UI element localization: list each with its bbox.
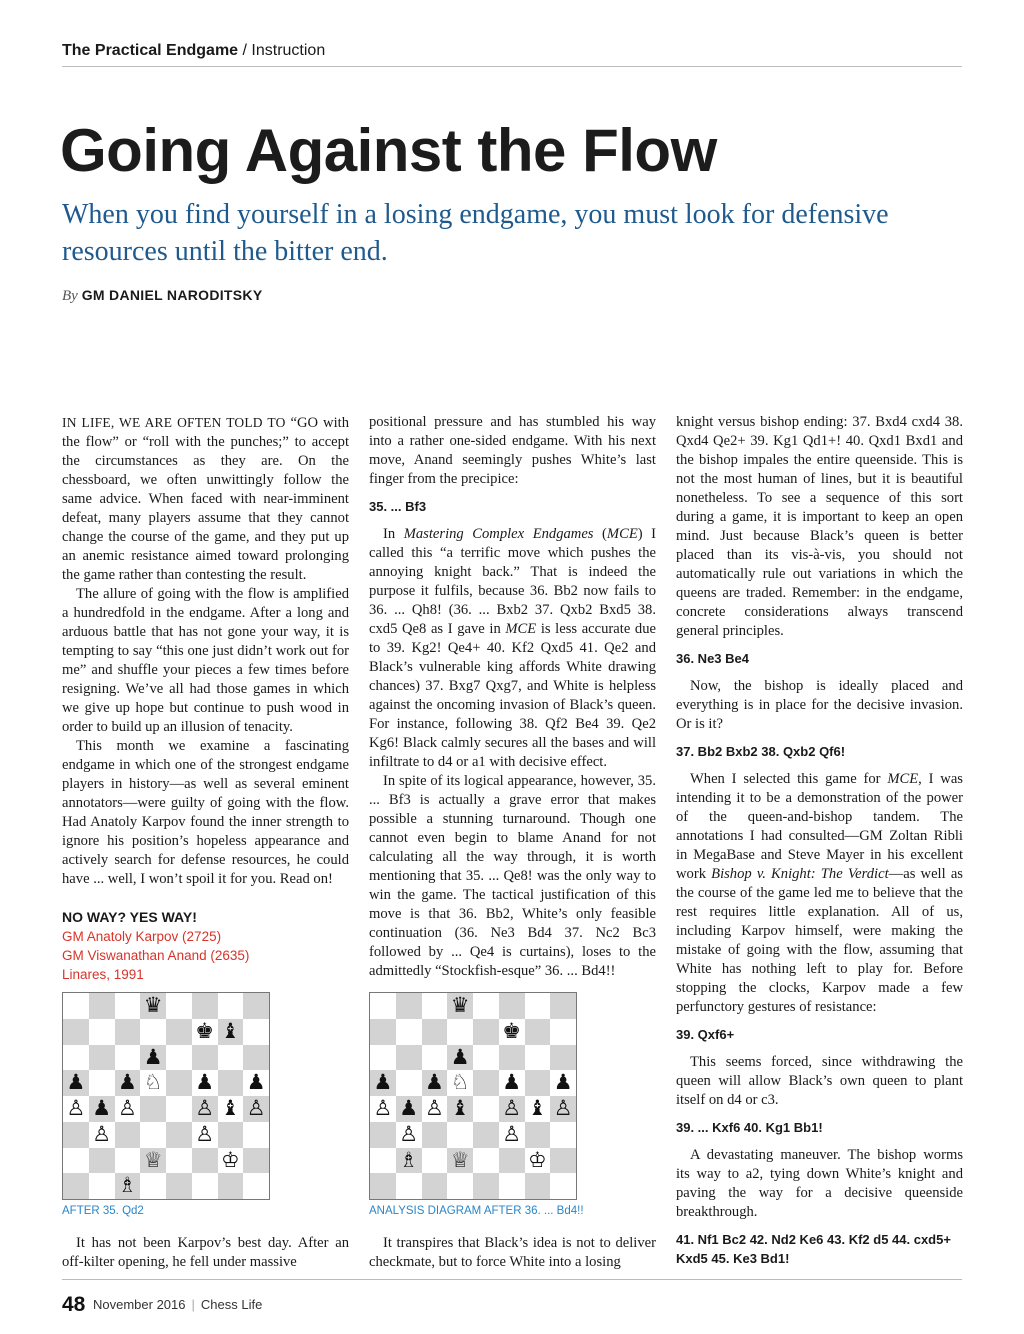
header-rule [62,66,962,67]
board-square [243,1173,269,1199]
board-square [473,1045,499,1071]
chess-piece-d2: ♕ [450,1147,470,1172]
chess-piece-b4: ♟ [399,1096,419,1120]
chess-piece-f3: ♙ [502,1121,522,1146]
board-square [115,1019,141,1045]
board-square [422,993,448,1019]
paragraph [62,413,349,585]
board-square [192,1148,218,1174]
section-sub: Instruction [251,42,326,59]
chess-piece-g4: ♝ [527,1096,547,1120]
board-square [550,1122,576,1148]
board-square [473,993,499,1019]
running-header [62,42,962,60]
board-square [396,993,422,1019]
black-player: GM Viswanathan Anand (2635) [62,948,250,963]
board-square [243,1122,269,1148]
footer-rule [62,1279,962,1280]
move-heading: 39. ... Kxf6 40. Kg1 Bb1! [676,1120,823,1135]
move-heading: 37. Bb2 Bxb2 38. Qxb2 Qf6! [676,744,846,759]
byline-author: GM DANIEL NARODITSKY [81,287,263,303]
paragraph: Now, the bishop is ideally placed and everything is in place for the decisive invasion. Or is it? [676,678,963,732]
byline-by: By [62,288,78,304]
board-square [218,1045,244,1071]
chess-diagram-2 [369,992,577,1200]
board-square [243,993,269,1019]
book-abbrev: MCE [606,526,638,542]
column-3 [676,413,963,1277]
paragraph: knight versus bishop ending: 37. Bxd4 cxd4 38. Qxd4 Qe2+ 39. Kg1 Qd1+! 40. Qxd1 Bxd1 and the bishop impales the entire queenside. This is not the most human of lines, but it is beautiful nonetheless. To see a sequence of this sort during a game, it is important to keep an open mind. Just because Black’s queen is better placed than its vis-à-vis, you should not automatically rule out variations in which the queens are traded. Remember: in the endgame, concrete considerations always transcend general principles. [676,414,963,639]
board-square [422,1122,448,1148]
chess-piece-g4: ♝ [220,1096,240,1120]
book-abbrev: MCE [887,771,919,787]
board-square [370,1019,396,1045]
book-abbrev: MCE [505,621,537,637]
byline [62,287,262,305]
move-heading: 39. Qxf6+ [676,1027,735,1042]
book-title: Bishop v. Knight: The Verdict [711,866,889,882]
chess-piece-b4: ♟ [92,1096,112,1120]
chess-piece-h5: ♟ [246,1070,266,1095]
board-square [140,1122,166,1148]
chess-piece-h4: ♙ [246,1096,266,1120]
chess-piece-d5: ♘ [143,1070,163,1095]
board-square [422,1173,448,1199]
column-1 [62,413,349,889]
chess-diagram-1 [62,992,270,1200]
board-square [63,1148,89,1174]
chess-piece-d6: ♟ [143,1044,163,1069]
chess-piece-b3: ♙ [92,1121,112,1146]
chess-piece-a4: ♙ [66,1096,86,1120]
board-square [166,1122,192,1148]
board-square [166,1045,192,1071]
board-square [550,1173,576,1199]
board-square [447,1122,473,1148]
column-2 [369,413,656,981]
chess-piece-d4: ♝ [450,1096,470,1120]
board-square [89,1070,115,1096]
board-square [140,1096,166,1122]
board-square [89,1045,115,1071]
white-player: GM Anatoly Karpov (2725) [62,929,222,944]
board-square [525,1070,551,1096]
board-square [447,1173,473,1199]
chess-piece-c5: ♟ [424,1070,444,1095]
board-square [473,1070,499,1096]
board-square [422,1019,448,1045]
board-square [89,993,115,1019]
chess-piece-b3: ♙ [399,1121,419,1146]
chess-piece-f3: ♙ [195,1121,215,1146]
game-event: Linares, 1991 [62,967,144,982]
board-square [550,993,576,1019]
chess-piece-a5: ♟ [66,1070,86,1095]
board-square [525,1173,551,1199]
book-title: Mastering Complex Endgames [403,526,594,542]
chess-piece-f4: ♙ [502,1096,522,1120]
page-number: 48 [62,1293,86,1316]
chess-piece-g2: ♔ [220,1147,240,1172]
chess-piece-a4: ♙ [373,1096,393,1120]
chess-piece-h4: ♙ [553,1096,573,1120]
article-title: Going Against the Flow [60,117,717,184]
chess-piece-f7: ♚ [502,1018,522,1043]
chess-piece-c4: ♙ [424,1096,444,1120]
board-square [115,1122,141,1148]
board-square [166,1070,192,1096]
chess-piece-c5: ♟ [117,1070,137,1095]
board-square [192,993,218,1019]
board-square [243,1045,269,1071]
board-square [550,1148,576,1174]
paragraph: This month we examine a fascinating endgame in which one of the strongest endgame players in history—as well as several eminent annotators—were guilty of going with the flow. Had Anatoly Karpov found the inner strength to ignore his position’s hopeless appearance and actively search for defense resources, he could have ... well, I won’t spoil it for you. Read on! [62,738,349,887]
chess-piece-a5: ♟ [373,1070,393,1095]
chess-piece-g2: ♔ [527,1147,547,1172]
board-square [218,1122,244,1148]
board-square [115,1148,141,1174]
board-square [243,1019,269,1045]
board-square [140,1019,166,1045]
board-square [473,1019,499,1045]
board-square [192,1045,218,1071]
board-square [396,1019,422,1045]
diagram-caption-1: AFTER 35. Qd2 [62,1205,144,1217]
board-square [166,1148,192,1174]
board-square [447,1019,473,1045]
board-square [499,993,525,1019]
board-square [140,1173,166,1199]
section-name: The Practical Endgame [62,42,239,59]
footer-separator: | [191,1297,195,1312]
board-square [525,1122,551,1148]
paragraph: In spite of its logical appearance, however, 35. ... Bf3 is actually a grave error that makes possible a stunning turnaround. Though one cannot even begin to blame Anand for not calculating all the way through, it is worth mentioning that 35. ... Qe8! was the only way to win the game. The tactical justification of this move is that 36. Bb2, White’s only feasible continuation (36. Ne3 Bd4 37. Nc2 Bc3 followed by ... Qe4 is curtains), loses to the admittedly “Stockfish-esque” 36. ... Bd4!! [369,773,656,979]
board-square [422,1148,448,1174]
board-square [166,1019,192,1045]
paragraph-text: “GO with the flow” or “roll with the punches;” to accept the circumstances as they are. On the chessboard, we often unwittingly follow the same advice. When faced with near-imminent defeat, many players assume that they cannot change the course of the game, and they put up an anemic resistance aimed toward prolonging the game rather than contesting the result. [62,415,349,583]
board-square [525,1019,551,1045]
column-1-continued [62,1234,349,1272]
chess-piece-d2: ♕ [143,1147,163,1172]
board-square [550,1019,576,1045]
board-square [166,993,192,1019]
chess-piece-b2: ♗ [399,1147,419,1172]
board-square [218,1173,244,1199]
board-square [499,1173,525,1199]
diagram-caption-2: ANALYSIS DIAGRAM AFTER 36. ... Bd4!! [369,1205,584,1217]
paragraph: A devastating maneuver. The bishop worms its way to a2, tying down White’s knight and paving the way for a decisive queenside breakthrough. [676,1147,963,1220]
magazine-name: Chess Life [200,1297,263,1312]
issue-date: November 2016 [92,1297,186,1312]
chess-piece-c4: ♙ [117,1096,137,1120]
board-square [63,993,89,1019]
lead-in: IN LIFE, WE ARE OFTEN TOLD TO [62,415,286,430]
board-square [422,1045,448,1071]
chess-piece-d5: ♘ [450,1070,470,1095]
game-heading: NO WAY? YES WAY! [62,909,197,925]
board-square [192,1173,218,1199]
board-square [218,993,244,1019]
board-square [370,1173,396,1199]
board-square [370,1122,396,1148]
paragraph: This seems forced, since withdrawing the queen will allow Black’s own queen to plant itself on d4 or c3. [676,1054,963,1108]
board-square [243,1148,269,1174]
board-square [63,1122,89,1148]
board-square [166,1096,192,1122]
chess-piece-f7: ♚ [195,1018,215,1043]
paragraph: It transpires that Black’s idea is not to deliver checkmate, but to force White into a losing [369,1235,656,1270]
move-heading: 35. ... Bf3 [369,499,427,514]
game-info [62,908,249,984]
board-square [89,1148,115,1174]
board-square [550,1045,576,1071]
chess-piece-c1: ♗ [117,1173,137,1198]
board-square [115,993,141,1019]
paragraph: The allure of going with the flow is amplified a hundredfold in the endgame. After a long and arduous battle that has not gone your way, it is tempting to say “this one just didn’t work out for me” and shuffle your pieces a few times before resigning. We’ve all had those games in which we give up hope but continue to push wood in order to build up an illusion of tenacity. [62,586,349,735]
board-square [166,1173,192,1199]
board-square [218,1070,244,1096]
chess-piece-g7: ♝ [220,1018,240,1043]
chess-piece-f5: ♟ [502,1070,522,1095]
board-square [396,1070,422,1096]
paragraph: positional pressure and has stumbled his way into a rather one-sided endgame. With his next move, Anand seemingly pushes White’s last finger from the precipice: [369,414,656,487]
move-heading: 41. Nf1 Bc2 42. Nd2 Ke6 43. Kf2 d5 44. cxd5+ Kxd5 45. Ke3 Bd1! [676,1232,951,1266]
board-square [370,1045,396,1071]
article-subtitle: When you find yourself in a losing endgame, you must look for defensive resources until the bitter end. [62,199,889,267]
paragraph: When I selected this game for MCE, I was intending it to be a demonstration of the power of the queen-and-bishop tandem. The annotations I had consulted—GM Zoltan Ribli in MegaBase and Steve Mayer in his excellent work Bishop v. Knight: The Verdict—as well as the course of the game led me to believe that the rest requires little explanation. All of us, including Karpov himself, were making the mistake of going with the flow, assuming that White has nothing left to play for. Before stopping the clocks, Karpov made a few perfunctory gestures of resistance: [676,771,963,1015]
board-square [396,1173,422,1199]
board-square [89,1019,115,1045]
chess-piece-h5: ♟ [553,1070,573,1095]
board-square [63,1173,89,1199]
board-square [525,993,551,1019]
column-2-continued [369,1234,656,1272]
chess-piece-f5: ♟ [195,1070,215,1095]
paragraph: In Mastering Complex Endgames (MCE) I called this “a terrific move which pushes the annoying knight back.” That is indeed the purpose it fulfils, because 36. Bb2 now fails to 36. ... Qh8! (36. ... Bxb2 37. Qxb2 Bxd5 38. cxd5 Qe8 as I gave in MCE is less accurate due to 39. Kg2! Qe4+ 40. Kf2 Qxd5 41. Qe2 and Black’s vulnerable king affords White drawing chances) 37. Bxg7 Qxg7, and White is helpless against the oncoming invasion of Black’s queen. For instance, following 38. Qf2 Be4 39. Qe2 Kg6! Black calmly secures all the bases and will infiltrate to d4 or a1 with decisive effect. [369,526,657,770]
board-square [396,1045,422,1071]
chess-piece-f4: ♙ [195,1096,215,1120]
chess-piece-d6: ♟ [450,1044,470,1069]
board-square [63,1019,89,1045]
chess-piece-d8: ♛ [143,993,163,1017]
board-square [499,1045,525,1071]
move-heading: 36. Ne3 Be4 [676,651,749,666]
board-square [370,993,396,1019]
header-slash: / [238,42,252,59]
board-square [370,1148,396,1174]
board-square [525,1045,551,1071]
board-square [473,1148,499,1174]
paragraph: It has not been Karpov’s best day. After an off-kilter opening, he fell under massive [62,1235,349,1270]
board-square [89,1173,115,1199]
board-square [115,1045,141,1071]
page-footer [62,1293,262,1317]
board-square [473,1096,499,1122]
board-square [499,1148,525,1174]
chess-piece-d8: ♛ [450,993,470,1017]
board-square [63,1045,89,1071]
board-square [473,1122,499,1148]
board-square [473,1173,499,1199]
